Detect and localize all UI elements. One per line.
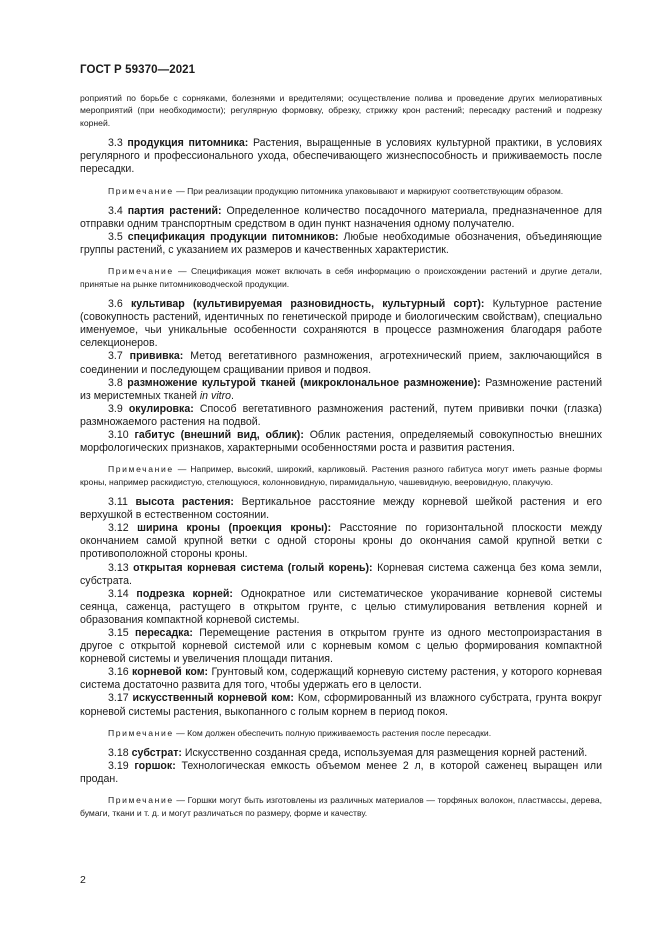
entry-3-13: 3.13 открытая корневая система (голый корень): Корневая система саженца без кома земли, субстрата.: [80, 561, 602, 587]
entry-3-12: 3.12 ширина кроны (проекция кроны): Расстояние по горизонтальной плоскости между окончанием самой крупной ветки с одной стороны кроны до окончания самой крупной ветки с противоположной стороны кроны.: [80, 522, 602, 561]
entry-3-14: 3.14 подрезка корней: Однократное или систематическое укорачивание корневой системы сеянца, саженца, растущего в открытом грунте, с целью стимулирования ветвления корней и образования компактной корневой системы.: [80, 587, 603, 626]
entry-3-7: 3.7 прививка: Метод вегетативного размножения, агротехнический прием, заключающийся в соединении и последующем сращивании привоя и подвоя.: [80, 350, 602, 376]
note-4: Примечание — Ком должен обеспечить полную приживаемость растения после пересадки.: [108, 727, 492, 738]
entry-3-11: 3.11 высота растения: Вертикальное расстояние между корневой шейкой растения и его верхушкой в естественном состоянии.: [80, 496, 602, 522]
note-1: [80, 185, 602, 197]
note-text: — При реализации продукцию питомника упаковывают и маркируют соответствующим образом.: [173, 185, 564, 196]
entry-3-6: 3.6 культивар (культивируемая разновидность, культурный сорт): Культурное растение (совокупность растений, идентичных по генетической природе и биологическим свойствам), специально именуемое, чьи уникальные особенности сохраняются в процессе размножения благодаря работе селекционеров.: [80, 298, 602, 350]
entry-3-10: 3.10 габитус (внешний вид, облик): Облик растения, определяемый совокупностью внешних морфологических признаков, характерными особенностями роста и развития растения.: [80, 429, 602, 455]
document-body: [80, 92, 602, 819]
entry-3-18: 3.18 субстрат: Искусственно созданная среда, используемая для размещения корней растений.: [108, 747, 588, 760]
entry-3-15: 3.15 пересадка: Перемещение растения в открытом грунте из одного местопроизрастания в другое с открытой корневой системой или с корневым комом с целью формирования компактной корневой системы и увеличения площади питания.: [80, 626, 602, 666]
note-label: Примечание: [108, 185, 174, 196]
entry-3-19: 3.19 горшок: Технологическая емкость объемом менее 2 л, в которой саженец выращен или продан.: [80, 760, 602, 786]
entry-3-8: 3.8 размножение культурой тканей (микроклональное размножение): Размножение растений из меристемных тканей in vitro.: [80, 376, 602, 402]
entry-definition: Растения, выращенные в условиях культурной практики, в условиях регулярного и профессионального ухода, обеспечивающего жизнеспособность и приживаемость после пересадки.: [80, 137, 602, 176]
document-header: ГОСТ Р 59370—2021: [80, 64, 196, 76]
intro-paragraph: роприятий по борьбе с сорняками, болезнями и вредителями; осуществление полива и проведение других мелиоративных мероприятий (при необходимости); регулярную формовку, обрезку, стрижку крон растений; пересадку растений и подрезку корней.: [80, 93, 602, 128]
entry-3-17: 3.17 искусственный корневой ком: Ком, сформированный из влажного субстрата, грунта вокруг корневой системы растения, выкопанного с голым корнем в период покоя.: [80, 692, 602, 718]
entry-3-16: 3.16 корневой ком: Грунтовый ком, содержащий корневую систему растения, у которого корневая система достаточно развита для того, чтобы удержать его в целости.: [80, 666, 602, 692]
note-2: Примечание — Спецификация может включать в себя информацию о происхождении растений и другие детали, принятые на рынке питомниководческой продукции.: [80, 266, 602, 289]
entry-number: 3.3: [108, 137, 123, 150]
page-number: 2: [80, 874, 86, 886]
entry-3-4: 3.4 партия растений: Определенное количество посадочного материала, предназначенное для отправки одним транспортным средством в один пункт назначения одному получателю.: [80, 204, 602, 230]
entry-term: продукция питомника:: [127, 137, 249, 150]
note-3: Примечание — Например, высокий, широкий, карликовый. Растения разного габитуса могут иметь разные формы кроны, например раскидистую, стелющуюся, колонновидную, пирамидальную, чашевидную, веерoвидную, плакучую.: [80, 464, 602, 487]
entry-3-9: 3.9 окулировка: Способ вегетативного размножения растений, путем прививки почки (глазка) размножаемого растения на подвой.: [80, 402, 602, 428]
entry-3-3: [80, 137, 602, 176]
entry-italic: in vitro: [199, 389, 232, 402]
note-5: Примечание — Горшки могут быть изготовлены из различных материалов — торфяных волокон, пластмассы, дерева, бумаги, ткани и т. д. и могут различаться по размеру, форме и качеству.: [80, 795, 602, 818]
entry-3-5: 3.5 спецификация продукции питомников: Любые необходимые обозначения, объединяющие группы растений, с указанием их размеров и качественных характеристик.: [80, 231, 602, 257]
